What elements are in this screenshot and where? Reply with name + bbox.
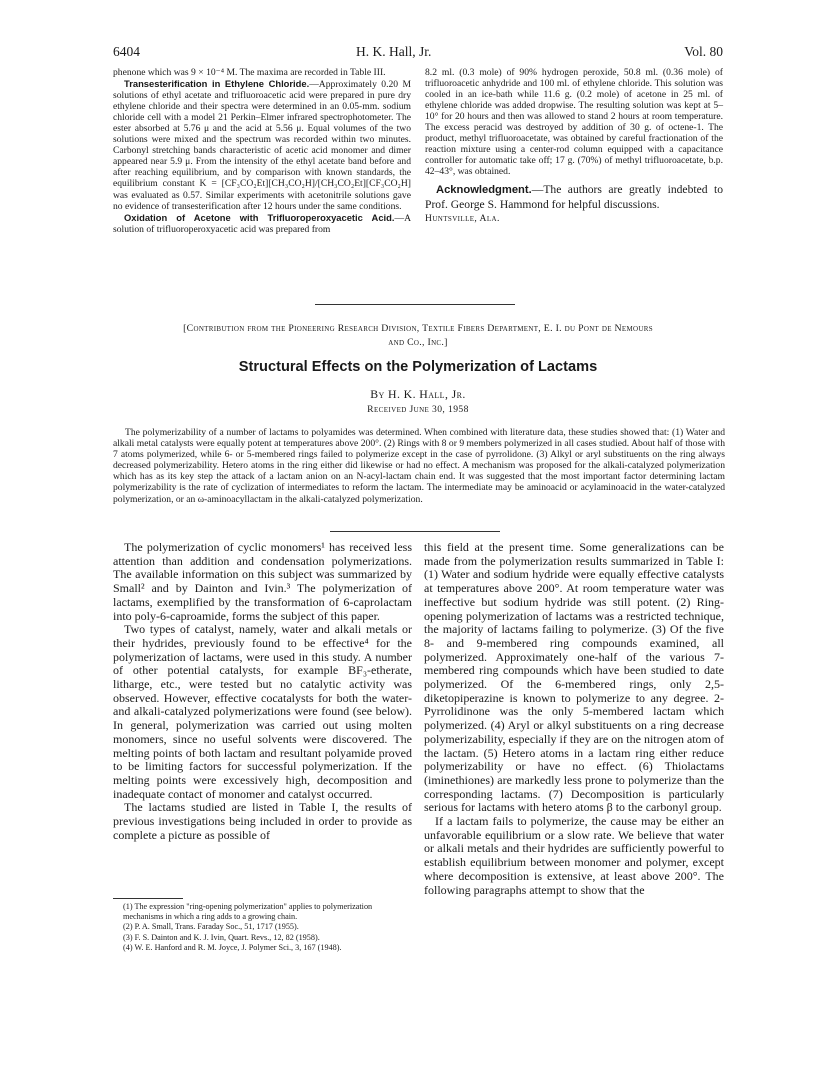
body-right-column bbox=[424, 541, 724, 897]
article-title: Structural Effects on the Polymerization of Lactams bbox=[238, 359, 598, 375]
acknowledgment bbox=[425, 183, 723, 212]
received-date: Received June 30, 1958 bbox=[367, 404, 469, 415]
footnote: (1) The expression "ring-opening polymerization" applies to polymerization mechanisms in which a ring adds to a growing chain. bbox=[123, 902, 373, 922]
footnote: (3) F. S. Dainton and K. J. Ivin, Quart. Revs., 12, 82 (1958). bbox=[123, 932, 320, 942]
running-author: H. K. Hall, Jr. bbox=[356, 44, 432, 59]
paragraph: The polymerization of cyclic monomers¹ has received less attention than addition and condensation polymerizations. The available information on this subject was summarized by Small² and by Dainton and Ivin.³ The polymerization of lactams, exemplified by the transformation of 6-caprolactam into poly-6-caproamide, forms the subject of this paper. bbox=[113, 540, 412, 623]
paragraph-text: —The authors are greatly indebted to Prof. George S. Hammond for helpful discussions. bbox=[425, 183, 723, 212]
run-in-heading: Oxidation of Acetone with Trifluoroperoxyacetic Acid. bbox=[124, 211, 395, 223]
paragraph bbox=[113, 212, 411, 235]
section-divider bbox=[315, 304, 515, 305]
byline: By H. K. Hall, Jr. bbox=[370, 387, 466, 401]
run-in-heading: Transesterification in Ethylene Chloride. bbox=[124, 78, 310, 90]
footnote: (2) P. A. Small, Trans. Faraday Soc., 51, 1717 (1955). bbox=[123, 922, 299, 932]
footnote-rule bbox=[113, 898, 183, 899]
contribution-note bbox=[107, 322, 729, 350]
running-header bbox=[113, 44, 723, 60]
contribution-line: [Contribution from the Pioneering Research Division, Textile Fibers Department, E. I. du Pont de Nemours bbox=[183, 323, 653, 334]
body-left-column bbox=[113, 541, 412, 842]
paragraph: 8.2 ml. (0.3 mole) of 90% hydrogen peroxide, 50.8 ml. (0.36 mole) of trifluoroacetic anhydride and 100 ml. of ethylene chloride. This solution was cooled in an ice-bath while 11.6 g. (0.2 mole) of acetone in 25 ml. of ethylene chloride was added dropwise. The resulting solution was kept at 5–10° for 20 hours and then was allowed to stand 2 hours at room temperature. The excess peracid was destroyed by addition of 30 g. of octene-1. The product, methyl trifluoroacetate, was obtained by careful fractionation of the reaction mixture using a center-rod column equipped with a capacitance controller for automatic take off; 17 g. (70%) of methyl trifluoroacetate, b.p. 42–43°, was obtained. bbox=[425, 67, 723, 178]
previous-article-right-column bbox=[425, 67, 723, 224]
footnotes bbox=[113, 902, 413, 953]
affiliation-location: Huntsville, Ala. bbox=[425, 212, 500, 224]
paragraph bbox=[113, 78, 411, 212]
paragraph: The lactams studied are listed in Table I, the results of previous investigations being included in order to provide as complete a picture as possible of bbox=[113, 800, 412, 842]
abstract: The polymerizability of a number of lactams to polyamides was determined. When combined with literature data, these studies showed that: (1) Water and alkali metal catalysts were equally potent at temperatures above 200°. (2) Rings with 8 or 9 members polymerized in all cases studied. About half of those with 7 atoms polymerized, while 6- or 5-membered rings failed to polymerize except in the case of pyrrolidone. (3) Alkyl or aryl substituents on the ring always decreased polymerizability. Hetero atoms in the ring either did likewise or had no effect. A mechanism was proposed for the alkali-catalyzed polymerization which has as its key step the attack of a lactam anion on an N-acyl-lactam chain end. It was suggested that the most important factor determining lactam polymerizability is the rate of cyclization of intermediates to reform the lactam. The intermediate may be aminoacid or acylaminoacid in the water-catalyzed polymerization, or an ω-aminoacyllactam in the alkali-catalyzed polymerization. bbox=[113, 427, 725, 505]
paragraph: If a lactam fails to polymerize, the cause may be either an unfavorable equilibrium or a slow rate. We believe that water or alkali metals and their hydrides are sufficiently powerful to establish equilibrium between monomer and polymer, except where decomposition is extensive, at least above 200°. The following paragraphs attempt to show that the bbox=[424, 814, 724, 897]
contribution-line: and Co., Inc.] bbox=[388, 337, 448, 348]
page-number: 6404 bbox=[113, 44, 140, 59]
paragraph-text: —A solution of trifluoroperoxyacetic acid was prepared from bbox=[113, 212, 411, 235]
paragraph: phenone which was 9 × 10⁻⁴ M. The maxima are recorded in Table III. bbox=[113, 67, 386, 78]
paragraph: Two types of catalyst, namely, water and alkali metals or their hydrides, previously found to be effective⁴ for the polymerization of lactams, were used in this study. A number of other potential catalysts, for example BF₃-etherate, litharge, etc., were tested but no catalytic activity was observed. However, effective cocatalysts for both the water- and alkali-catalyzed polymerizations were found (see below). In general, polymerization was carried out using molten monomers, since no useful solvents were discovered. The melting points of both lactam and resultant polyamide proved to be limiting factors for successful polymerization. If the melting points were excessively high, decomposition and inadequate contact of monomer and catalyst occurred. bbox=[113, 622, 412, 801]
paragraph-text: —Approximately 0.20 M solutions of ethyl acetate and trifluoroacetic acid were prepared in pure dry ethylene chloride and their spectra were determined in an 0.05-mm. sodium chloride cell with a model 21 Perkin–Elmer infrared spectrophotometer. The ester absorbed at 5.76 μ and the acid at 5.56 μ. Equal volumes of the two solutions were mixed and the spectrum was recorded within two minutes. Carbonyl stretching bands characteristic of acetic acid monomer and dimer appeared near 5.9 μ. From the intensity of the ethyl acetate band before and after reaching equilibrium, and by comparison with known standards, the equilibrium constant K = [CF₃CO₂Et][CH₃CO₂H]/[CH₃CO₂Et][CF₃CO₂H] was evaluated as 0.57. Similar experiments with acetonitrile solutions gave no evidence of transesterification after 12 hours under the same conditions. bbox=[113, 79, 411, 212]
previous-article-left-column bbox=[113, 67, 411, 235]
paragraph: this field at the present time. Some generalizations can be made from the polymerization results summarized in Table I: (1) Water and sodium hydride were equally effective catalysts at temperatures above 200°. At room temperature water was ineffective but sodium hydride was still potent. (2) Ring-opening polymerization of lactams was a restricted technique, the majority of lactams failing to polymerize. (3) Of the five 8- and 9-membered ring compounds examined, all polymerized. Approximately one-half of the various 7-membered ring compounds which have been studied to date polymerized. Of the 6-membered rings, only 2,5-diketopiperazine is known to polymerize to any degree. 2-Pyrrolidinone was the only 5-membered lactam which polymerized. (4) Aryl or alkyl substituents on a ring decrease polymerizability, especially if they are on the nitrogen atom of the lactam. (5) Hetero atoms in a lactam ring either reduce polymerizability or have no effect. (6) Thiolactams (iminethiones) are markedly less prone to polymerize than the corresponding lactams. (7) Decomposition is particularly serious for lactams with hetero atoms β to the carbonyl group. bbox=[424, 540, 724, 815]
abstract-divider bbox=[330, 531, 500, 532]
footnote: (4) W. E. Hanford and R. M. Joyce, J. Polymer Sci., 3, 167 (1948). bbox=[123, 942, 342, 952]
run-in-heading: Acknowledgment. bbox=[436, 184, 532, 197]
volume-label: Vol. 80 bbox=[684, 44, 723, 59]
